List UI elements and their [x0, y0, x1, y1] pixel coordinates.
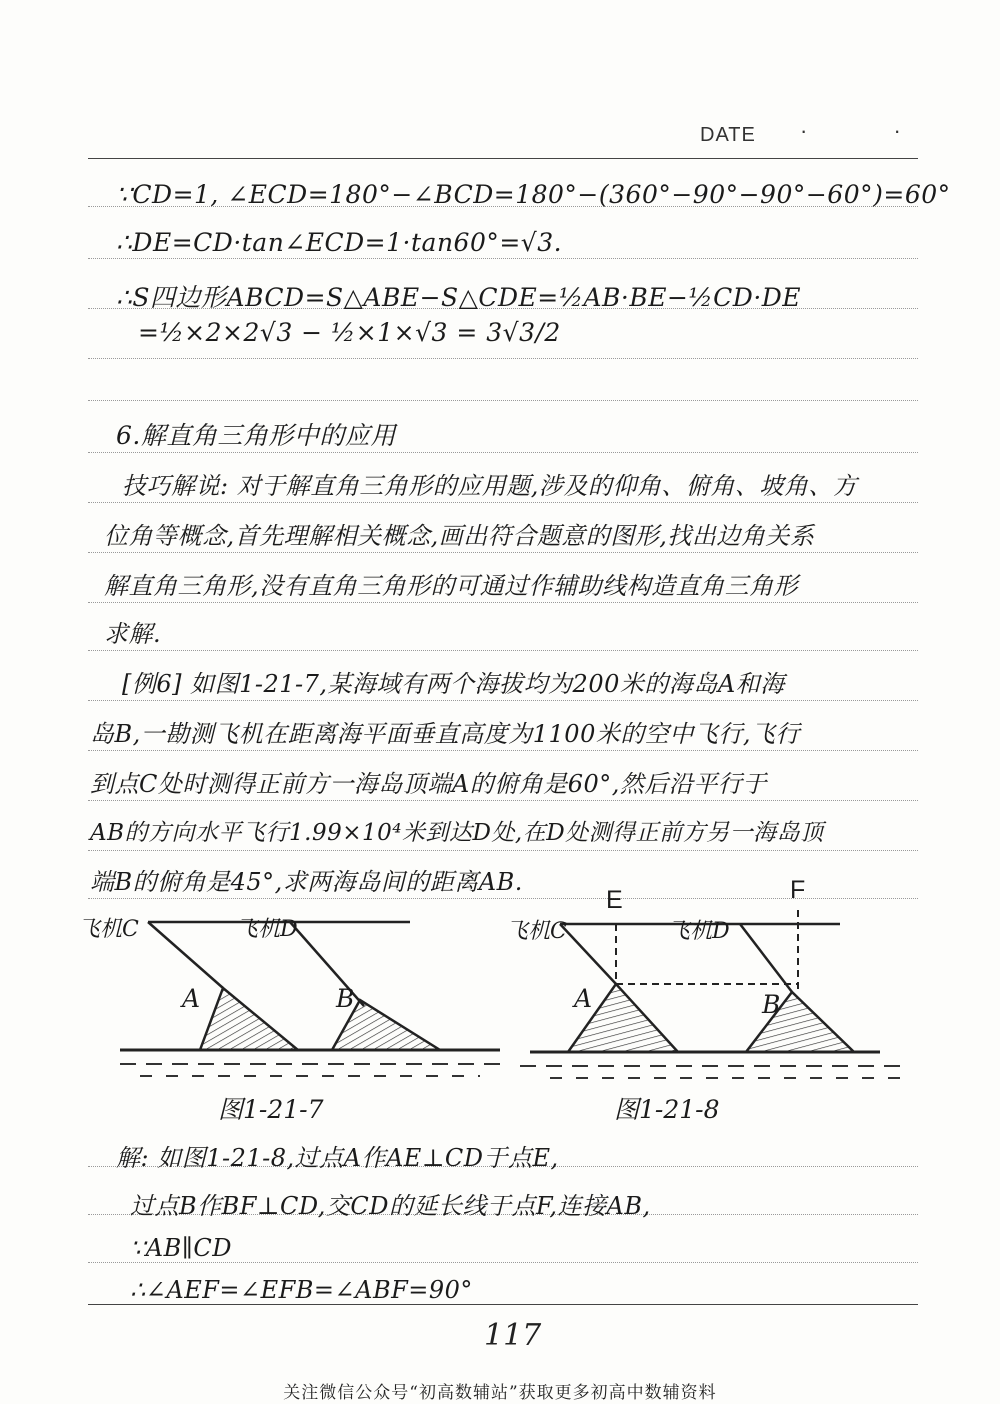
math-line-2: ∴DE=CD·tan∠ECD=1·tan60°=√3. [116, 228, 563, 257]
ruled-line [88, 850, 918, 851]
footer-note: 关注微信公众号“初高数辅站”获取更多初高中数辅资料 [283, 1383, 717, 1403]
section-heading: 6.解直角三角形中的应用 [116, 421, 396, 450]
date-dots: · · [800, 118, 941, 143]
point-f-label: F [790, 876, 806, 904]
tip-line-3: 解直角三角形,没有直角三角形的可通过作辅助线构造直角三角形 [104, 572, 799, 600]
ruled-line [88, 602, 918, 603]
date-label: DATE [700, 124, 756, 146]
example-line-4: AB的方向水平飞行1.99×10⁴米到达D处,在D处测得正前方另一海岛顶 [90, 820, 824, 846]
ruled-line [88, 258, 918, 259]
ruled-line [88, 502, 918, 503]
header-rule [88, 158, 918, 159]
ruled-line [88, 358, 918, 359]
example-line-2: 岛B,一勘测飞机在距离海平面垂直高度为1100米的空中飞行,飞行 [90, 720, 800, 748]
tip-line-1: 技巧解说: 对于解直角三角形的应用题,涉及的仰角、俯角、坡角、方 [122, 472, 858, 500]
plane-c-label: 飞机C [78, 917, 139, 942]
plane-d-label: 飞机D [668, 919, 730, 944]
ruled-line [88, 552, 918, 553]
tip-line-2: 位角等概念,首先理解相关概念,画出符合题意的图形,找出边角关系 [104, 522, 815, 550]
island-b-label: B [336, 984, 355, 1013]
island-a-label: A [182, 984, 201, 1013]
point-e-label: E [606, 886, 623, 914]
ruled-line [88, 750, 918, 751]
ruled-line [88, 400, 918, 401]
ruled-line [88, 800, 918, 801]
math-line-3: ∴S四边形ABCD=S△ABE−S△CDE=½AB·BE−½CD·DE [116, 283, 802, 312]
example-line-3: 到点C处时测得正前方一海岛顶端A的俯角是60°,然后沿平行于 [90, 770, 767, 798]
figure-caption-left: 图1-21-7 [218, 1095, 324, 1124]
solution-line-3: ∵AB∥CD [130, 1234, 232, 1262]
example-line-1: [例6] 如图1-21-7,某海域有两个海拔均为200米的海岛A和海 [122, 670, 785, 698]
figure-caption-right: 图1-21-8 [614, 1095, 720, 1124]
island-a-label: A [574, 984, 593, 1013]
plane-d-label: 飞机D [236, 917, 298, 942]
math-line-1: ∵CD=1, ∠ECD=180°−∠BCD=180°−(360°−90°−90°−60°)=60° [116, 180, 951, 209]
ruled-line [88, 700, 918, 701]
ruled-line [88, 452, 918, 453]
solution-line-1: 解: 如图1-21-8,过点A作AE⊥CD于点E, [116, 1144, 559, 1172]
tip-line-4: 求解. [104, 620, 162, 648]
footer-rule [88, 1304, 918, 1305]
example-line-5: 端B的俯角是45°,求两海岛间的距离AB. [90, 868, 523, 896]
plane-c-label: 飞机C [506, 919, 567, 944]
ruled-line [88, 1262, 918, 1263]
solution-line-4: ∴∠AEF=∠EFB=∠ABF=90° [130, 1276, 473, 1304]
island-b-label: B [762, 990, 781, 1019]
math-line-4: =½×2×2√3 − ½×1×√3 = 3√3/2 [138, 318, 561, 347]
ruled-line [88, 650, 918, 651]
figure-1-21-8 [520, 880, 920, 1080]
page-number: 117 [484, 1318, 542, 1353]
solution-line-2: 过点B作BF⊥CD,交CD的延长线于点F,连接AB, [130, 1192, 651, 1220]
